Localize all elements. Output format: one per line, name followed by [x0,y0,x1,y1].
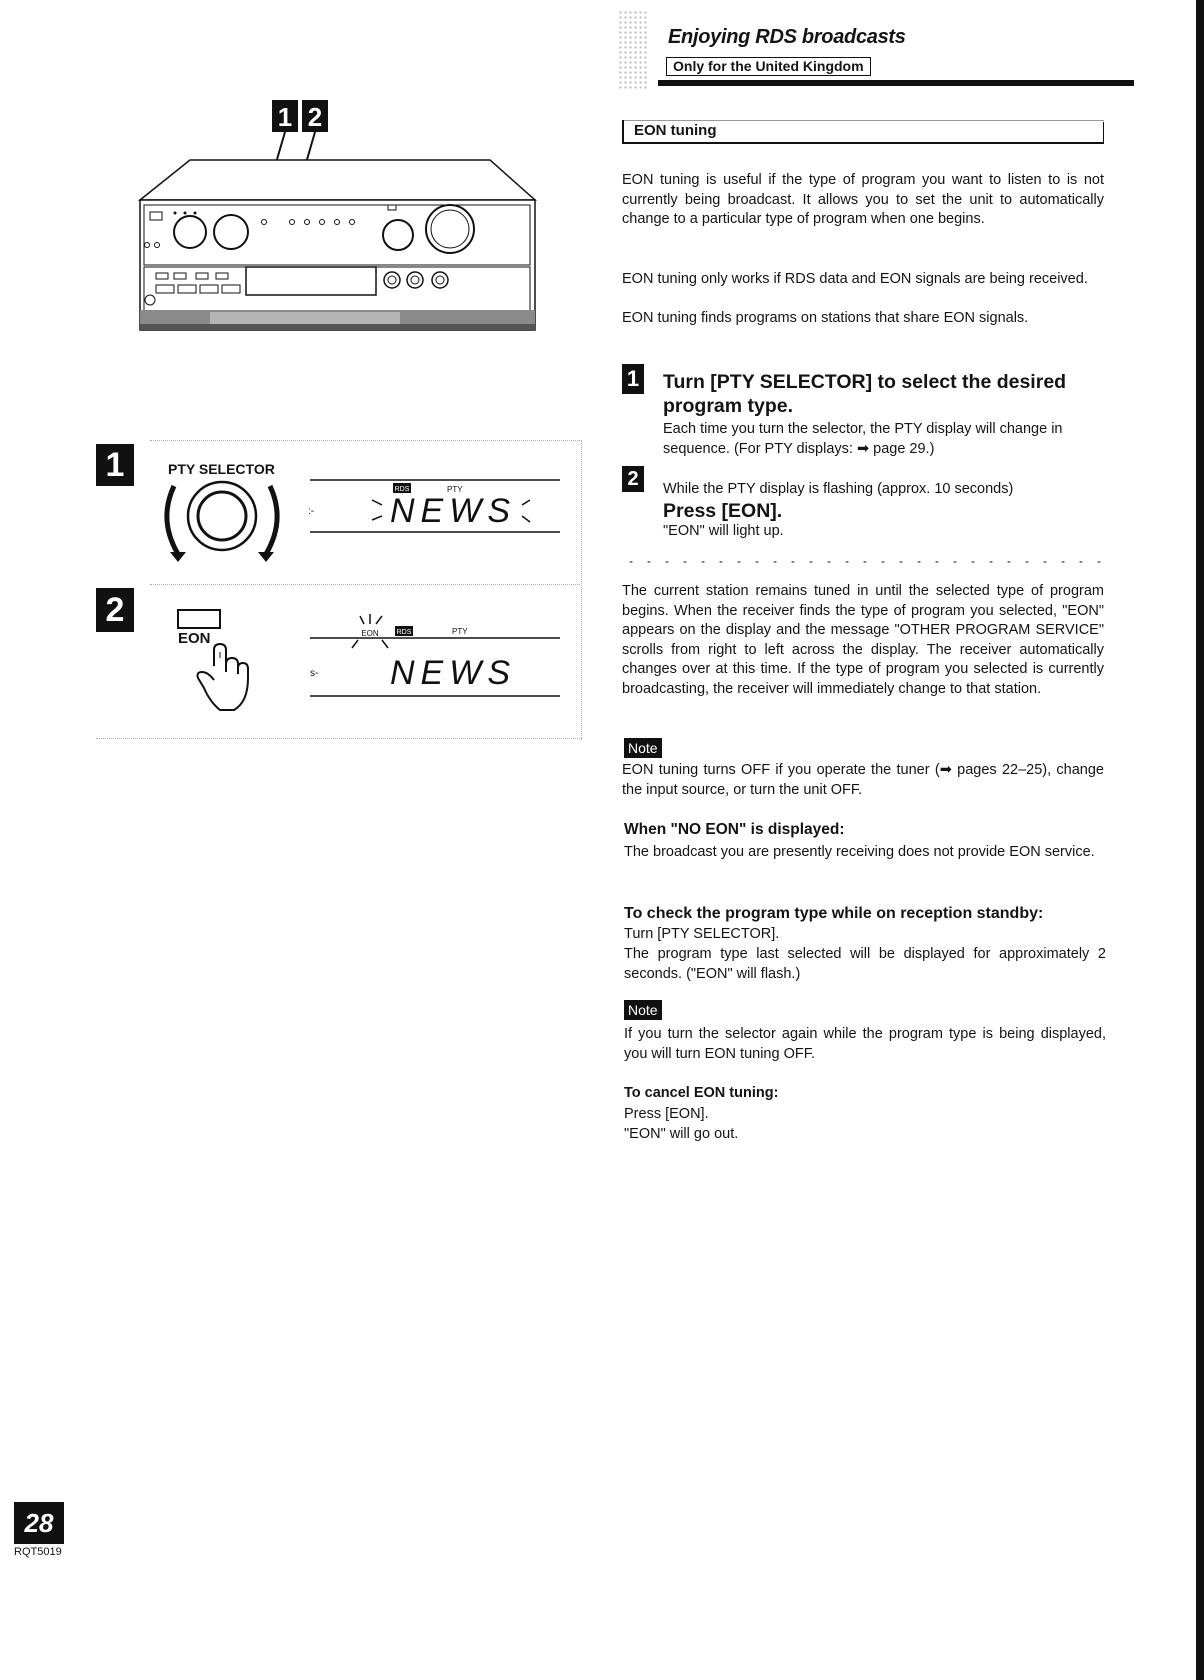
check-heading: To check the program type while on reception standby: [624,905,1044,922]
section-title: EON tuning [634,122,717,139]
page-number: 28 [14,1502,64,1544]
pty-indicator-2: PTY [452,627,468,636]
knob-3 [383,220,413,250]
note-1-badge: Note [624,738,662,758]
note-2-badge: Note [624,1000,662,1020]
callout-badge-1-text: 1 [277,102,293,132]
step-2-precondition: While the PTY display is flashing (approx. 10 seconds) [663,481,1014,497]
dotted-divider-mid [150,584,580,586]
eon-display [300,604,570,704]
document-code: RQT5019 [14,1546,62,1558]
step-2-detail: "EON" will light up. [663,523,784,539]
rds-indicator: RDS [394,486,410,493]
pty-display-text: NEWS [390,492,516,530]
step-1-heading: Turn [PTY SELECTOR] to select the desired program type. [663,371,1067,417]
step-2-heading: Press [EON]. [663,500,783,522]
requirement-text: EON tuning only works if RDS data and EON signals are being received. [622,271,1088,287]
callout-badge-2-text: 2 [307,102,323,132]
dotted-frame-bottom [96,738,582,740]
no-eon-text: The broadcast you are presently receiving does not provide EON service. [624,844,1095,860]
cancel-heading: To cancel EON tuning: [624,1085,779,1101]
page-edge-bar [1196,0,1204,1680]
region-label: Only for the United Kingdom [666,57,871,76]
finds-text: EON tuning finds programs on stations that share EON signals. [622,310,1029,326]
cancel-line-2: "EON" will go out. [624,1126,739,1142]
dotted-frame-right [581,440,583,740]
dotted-frame-top [150,440,582,442]
check-line-1: Turn [PTY SELECTOR]. [624,926,780,942]
no-eon-heading: When "NO EON" is displayed: [624,821,845,838]
intro-text: EON tuning is useful if the type of program you want to listen to is not currently being broadcast. It allows you to set the unit to automatically change to a particular type of program when one begins. [622,172,1104,227]
front-display [246,267,376,295]
step-1-badge: 1 [622,364,644,394]
svg-text:s-: s- [310,668,319,679]
pty-selector-label: PTY SELECTOR [168,461,275,477]
cancel-line-1: Press [EON]. [624,1106,709,1122]
eon-indicator: EON [361,629,379,638]
illus-step-1-badge: 1 [96,444,134,486]
note-2-text: If you turn the selector again while the program type is being displayed, you will turn EON tuning OFF. [624,1026,1106,1062]
svg-text::-: :- [308,506,315,517]
header-rule [658,80,1134,86]
step-1-detail: Each time you turn the selector, the PTY display will change in sequence. (For PTY displays: ➡ page 29.) [663,421,1063,457]
page-title: Enjoying RDS broadcasts [668,26,906,48]
pty-display-1 [300,470,570,540]
step-2-badge: 2 [622,466,644,492]
eon-button-label: EON [178,630,211,647]
rds-indicator-2: RDS [396,629,412,636]
dotted-divider [622,560,1104,564]
explanation-text: The current station remains tuned in until the selected type of program begins. When the receiver finds the type of program you selected, "EON" appears on the display and the message "OTHER PROGRAM SERVICE" scrolls from right to left across the display. The receiver automatically changes over at this time. If the type of program you selected is currently broadcasting, the receiver will immediately change to that station. [622,583,1104,697]
section-title-box [622,120,1104,144]
pty-indicator: PTY [447,485,463,494]
pty-selector-knob [214,215,248,249]
knob-1 [174,216,206,248]
header-dot-texture [618,10,648,90]
note-1-text: EON tuning turns OFF if you operate the tuner (➡ pages 22–25), change the input source, or turn the unit OFF. [622,762,1104,798]
eon-button-illustration [174,608,274,718]
eon-display-text: NEWS [390,654,516,692]
receiver-illustration [130,95,540,365]
check-line-2: The program type last selected will be displayed for approximately 2 seconds. ("EON" will flash.) [624,946,1106,982]
pty-selector-dial [160,478,290,564]
illus-step-2-badge: 2 [96,588,134,632]
volume-knob [426,205,474,253]
